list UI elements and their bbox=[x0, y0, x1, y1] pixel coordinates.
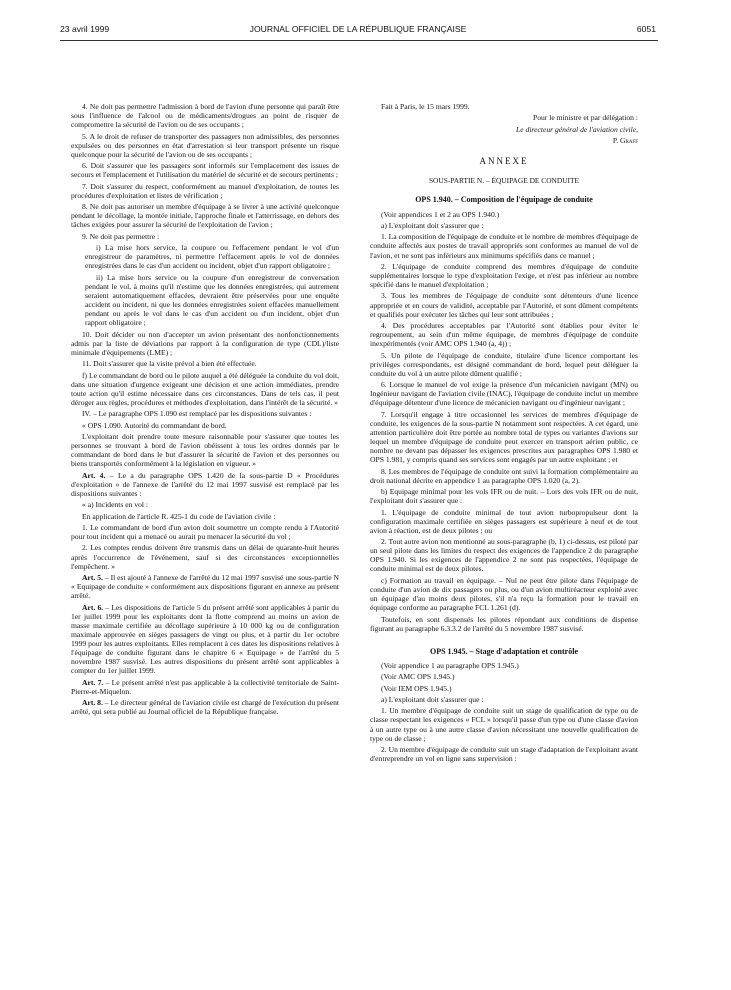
paragraph: 1. La composition de l'équipage de conduite et le nombre de membres d'équipage de conduite affectés aux postes de travail appropriés sont conformes au manuel de vol de l'avion, et ne sont pas inférieurs aux minimums spécifiés dans ce manuel ; bbox=[370, 232, 638, 260]
signature-name: P. Graff bbox=[612, 136, 638, 146]
running-header bbox=[60, 24, 656, 38]
article-text: – Le a du paragraphe OPS 1.420 de la sous-partie D « Procédures d'exploitation » de l'annexe de l'arrêté du 12 mai 1997 susvisé est remplacé par les dispositions suivantes : bbox=[71, 470, 339, 498]
annexe-heading: ANNEXE bbox=[479, 156, 529, 167]
paragraph: (Voir appendice 1 au paragraphe OPS 1.945.) bbox=[381, 660, 519, 670]
header-date: 23 avril 1999 bbox=[60, 24, 110, 34]
article-4 bbox=[71, 471, 339, 498]
paragraph: IV. – Le paragraphe OPS 1.090 est remplacé par les dispositions suivantes : bbox=[82, 409, 312, 419]
paragraph: i) La mise hors service, la coupure ou l'effacement pendant le vol d'un enregistreur de paramètres, ni permettre l'effacement après le vol de données enregistrées dans le cas d'un accident ou incident, objet d'un rapport obligatoire ; bbox=[85, 243, 339, 271]
paragraph: 2. Tout autre avion non mentionné au sous-paragraphe (b, 1) ci-dessus, est piloté par un seul pilote dans les limites du respect des exigences de l'appendice 2 du paragraphe OPS 1.940. Si les exigences de l'appendice 2 ne sont pas respectées, l'équipage de conduite minimal est de deux pilotes. bbox=[370, 537, 638, 574]
paragraph: 7. Doit s'assurer du respect, conformément au manuel d'exploitation, de toutes les procédures d'exploitation et listes de vérification ; bbox=[71, 181, 339, 200]
paragraph: 10. Doit décider ou non d'accepter un avion présentant des nonfonctionnements admis par la liste de déviations par rapport à la configuration de type (CDL)/liste minimale d'équipements (LME) ; bbox=[71, 329, 339, 357]
article-label: Art. 7. bbox=[82, 677, 104, 687]
signature-place-date: Fait à Paris, le 15 mars 1999. bbox=[381, 102, 470, 111]
paragraph: 7. Lorsqu'il engage à titre occasionnel les services de membres d'équipage de conduite, les exigences de la sous-partie N notamment sont respectées. A cet égard, une attention particulière doit être portée au nombre total de types ou variantes d'avions sur lequel un membre d'équipage de conduite peut exercer en transport aérien public, ce nombre ne devant pas dépasser les exigences prescrites aux paragraphes OPS 1.980 et OPS 1.981, y compris quand ses services sont engagés par un autre exploitant ; et bbox=[370, 409, 638, 465]
paragraph: 2. Un membre d'équipage de conduite suit un stage d'adaptation de l'exploitant avant d'entreprendre un vol en ligne sans supervision : bbox=[370, 745, 638, 764]
article-7 bbox=[71, 678, 339, 696]
paragraph: 8. Ne doit pas autoriser un membre d'équipage à se livrer à une activité quelconque pendant le décollage, la montée initiale, l'approche finale et l'atterrissage, en dehors des tâches exigées pour assurer la sécurité de l'exploitation de l'avion ; bbox=[71, 202, 339, 230]
article-label: Art. 4. bbox=[82, 470, 106, 480]
article-label: Art. 8. bbox=[82, 698, 103, 708]
paragraph: 9. Ne doit pas permettre : bbox=[82, 231, 160, 241]
paragraph: 4. Des procédures acceptables par l'Autorité sont établies pour éviter le regroupement, au sein d'un même équipage, de membres d'équipage de conduite inexpérimentés (voir AMC OPS 1.940 (a, 4)) ; bbox=[370, 321, 638, 349]
paragraph: b) Equipage minimal pour les vols IFR ou de nuit. – Lors des vols IFR ou de nuit, l'exploitant doit s'assurer que : bbox=[370, 487, 638, 506]
article-text: – Les dispositions de l'article 5 du présent arrêté sont applicables à partir du 1er juillet 1999 pour les exploitants dont la flotte comprend au moins un avion de masse maximale certifiée au décollage supérieure à 10 000 kg ou de configuration maximale approuvée en sièges passagers de vingt ou plus, et à partir du 1er octobre 1999 pour les autres exploitants. Elles remplacent à ces dates les dispositions relatives à l'équipage de conduite figurant dans le chapitre 6 « Equipage » de l'arrêté du 5 novembre 1987 susvisé. Les autres dispositions du présent arrêté sont applicables à compter du 1er juillet 1999. bbox=[71, 602, 339, 676]
article-6 bbox=[71, 603, 339, 676]
subpart-heading: SOUS-PARTIE N. – ÉQUIPAGE DE CONDUITE bbox=[428, 176, 580, 186]
paragraph: a) L'exploitant doit s'assurer que : bbox=[381, 695, 484, 704]
paragraph: 5. Un pilote de l'équipage de conduite, titulaire d'une licence comportant les privilèges correspondants, est désigné commandant de bord, lequel peut déléguer la conduite du vol à un autre pilote dûment qualifié ; bbox=[370, 350, 638, 378]
paragraph: 6. Lorsque le manuel de vol exige la présence d'un mécanicien navigant (MN) ou Ingénieur navigant de l'aviation civile (INAC), l'équipage de conduite inclut un membre d'équipage détenteur d'une licence de mécanicien navigant ou d'ingénieur navigant ; bbox=[370, 380, 638, 408]
paragraph: (Voir AMC OPS 1.945.) bbox=[381, 672, 455, 682]
paragraph: 1. Un membre d'équipage de conduite suit un stage de qualification de type ou de classe respectant les exigences « FCL » lorsqu'il passe d'un type ou d'une classe d'avion à un autre type ou à une autre classe d'avion nécessitant une nouvelle qualification de type ou de classe ; bbox=[370, 706, 638, 743]
paragraph: 2. L'équipage de conduite comprend des membres d'équipage de conduite supplémentaires lorsque le type d'exploitation l'exige, et n'est pas inférieur au nombre spécifié dans le manuel d'exploitation ; bbox=[370, 261, 638, 290]
paragraph: 6. Doit s'assurer que les passagers sont informés sur l'emplacement des issues de secours et l'emplacement et l'utilisation du matériel de sécurité et de secours pertinents ; bbox=[71, 161, 339, 180]
paragraph: En application de l'article R. 425-1 du code de l'aviation civile : bbox=[82, 511, 276, 521]
paragraph: f) Le commandant de bord ou le pilote auquel a été déléguée la conduite du vol doit, dans une situation d'urgence exigeant une décision et une action immédiates, prendre toute action qu'il estime nécessaire dans ces circonstances. Dans de tels cas, il peut déroger aux règles, procédures et méthodes d'exploitation, dans l'intérêt de la sécurité. » bbox=[71, 370, 339, 407]
article-text: – Le présent arrêté n'est pas applicable à la collectivité territoriale de Saint-Pierre-et-Miquelon. bbox=[71, 677, 339, 696]
article-8 bbox=[71, 698, 339, 716]
paragraph: (Voir IEM OPS 1.945.) bbox=[381, 683, 452, 693]
paragraph: 5. A le droit de refuser de transporter des passagers non admissibles, des personnes expulsées ou des personnes en état d'arrestation si leur transport présente un risque quelconque pour la sécurité de l'avion ou de ses occupants ; bbox=[71, 131, 339, 159]
paragraph: a) L'exploitant doit s'assurer que : bbox=[381, 220, 484, 230]
header-rule bbox=[60, 40, 658, 41]
header-journal-title: JOURNAL OFFICIEL DE LA RÉPUBLIQUE FRANÇAISE bbox=[249, 24, 467, 34]
paragraph: L'exploitant doit prendre toute mesure raisonnable pour s'assurer que toutes les personnes se trouvant à bord de l'avion obéissent à tous les ordres donnés par le commandant de bord dans le but d'assurer la sécurité de l'avion et des personnes ou biens transportés conformément à la législation en vigueur. » bbox=[71, 431, 339, 469]
article-text: – Il est ajouté à l'annexe de l'arrêté du 12 mai 1997 susvisé une sous-partie N « Equipage de conduite » conformément aux dispositions figurant en annexe au présent arrêté. bbox=[71, 573, 339, 601]
right-column bbox=[370, 102, 638, 766]
paragraph: 1. Le commandant de bord d'un avion doit soumettre un compte rendu à l'Autorité pour tout incident qui a menacé ou aurait pu menacer la sécurité du vol ; bbox=[71, 522, 339, 542]
paragraph: 1. L'équipage de conduite minimal de tout avion turbopropulseur dont la configuration maximale certifiée en sièges passagers est supérieure à neuf et de tout avion à réaction, est de deux pilotes ; ou bbox=[370, 507, 638, 535]
paragraph: Toutefois, en sont dispensés les pilotes répondant aux conditions de dispense figurant au paragraphe 6.3.3.2 de l'arrêté du 5 novembre 1987 susvisé. bbox=[370, 614, 638, 633]
paragraph: ii) La mise hors service ou la coupure d'un enregistreur de conversation pendant le vol, à moins qu'il n'estime que les données enregistrées, qui autrement seraient automatiquement effacées, devraient être préservées pour une enquête accident ou incident, ni que les données enregistrées soient effacées manuellement pendant ou après le vol dans le cas d'un accident ou d'un incident, objet d'un rapport obligatoire ; bbox=[85, 272, 339, 328]
paragraph: c) Formation au travail en équipage. – Nul ne peut être pilote dans l'équipage de conduite d'un avion de dix passagers ou plus, ou d'un avion multiréacteur exploité avec un équipage d'au moins deux pilotes, s'il n'a reçu la formation pour le travail en équipage conforme au paragraphe FCL 1.261 (d). bbox=[370, 575, 638, 613]
article-5 bbox=[71, 573, 339, 600]
paragraph: « a) Incidents en vol : bbox=[82, 500, 149, 510]
paragraph: 2. Les comptes rendus doivent être transmis dans un délai de quarante-huit heures après l'occurrence de l'événement, sauf si des circonstances exceptionnelles l'empêchent. » bbox=[71, 543, 339, 571]
article-label: Art. 6. bbox=[82, 602, 104, 612]
paragraph: 8. Les membres de l'équipage de conduite ont suivi la formation complémentaire au droit national décrite en appendice 1 au paragraphe OPS 1.020 (a, 2). bbox=[370, 466, 638, 485]
header-page-number: 6051 bbox=[636, 24, 656, 34]
signature-title: Le directeur général de l'aviation civile, bbox=[516, 124, 638, 134]
paragraph: 4. Ne doit pas permettre l'admission à bord de l'avion d'une personne qui paraît être sous l'influence de l'alcool ou de médicaments/drogues au point de risquer de compromettre la sécurité de l'avion ou de ses occupants ; bbox=[71, 102, 339, 130]
paragraph: 3. Tous les membres de l'équipage de conduite sont détenteurs d'une licence appropriée et en cours de validité, acceptable par l'Autorité, et sont dûment compétents et qualifiés pour exécuter les tâches qui leur sont attribuées ; bbox=[370, 291, 638, 319]
paragraph: 11. Doit s'assurer que la visite prévol a bien été effectuée. bbox=[82, 359, 257, 369]
section-heading-ops-1945: OPS 1.945. – Stage d'adaptation et contrôle bbox=[430, 646, 578, 656]
signature-line: Pour le ministre et par délégation : bbox=[532, 113, 638, 123]
article-label: Art. 5. bbox=[82, 573, 103, 583]
paragraph: (Voir appendices 1 et 2 au OPS 1.940.) bbox=[381, 209, 500, 219]
paragraph: « OPS 1.090. Autorité du commandant de bord. bbox=[82, 420, 227, 430]
section-heading-ops-1940: OPS 1.940. – Composition de l'équipage de conduite bbox=[415, 195, 593, 205]
left-column bbox=[71, 102, 339, 719]
article-text: – Le directeur général de l'aviation civile est chargé de l'exécution du présent arrêté, qui sera publié au Journal officiel de la République française. bbox=[71, 698, 339, 717]
